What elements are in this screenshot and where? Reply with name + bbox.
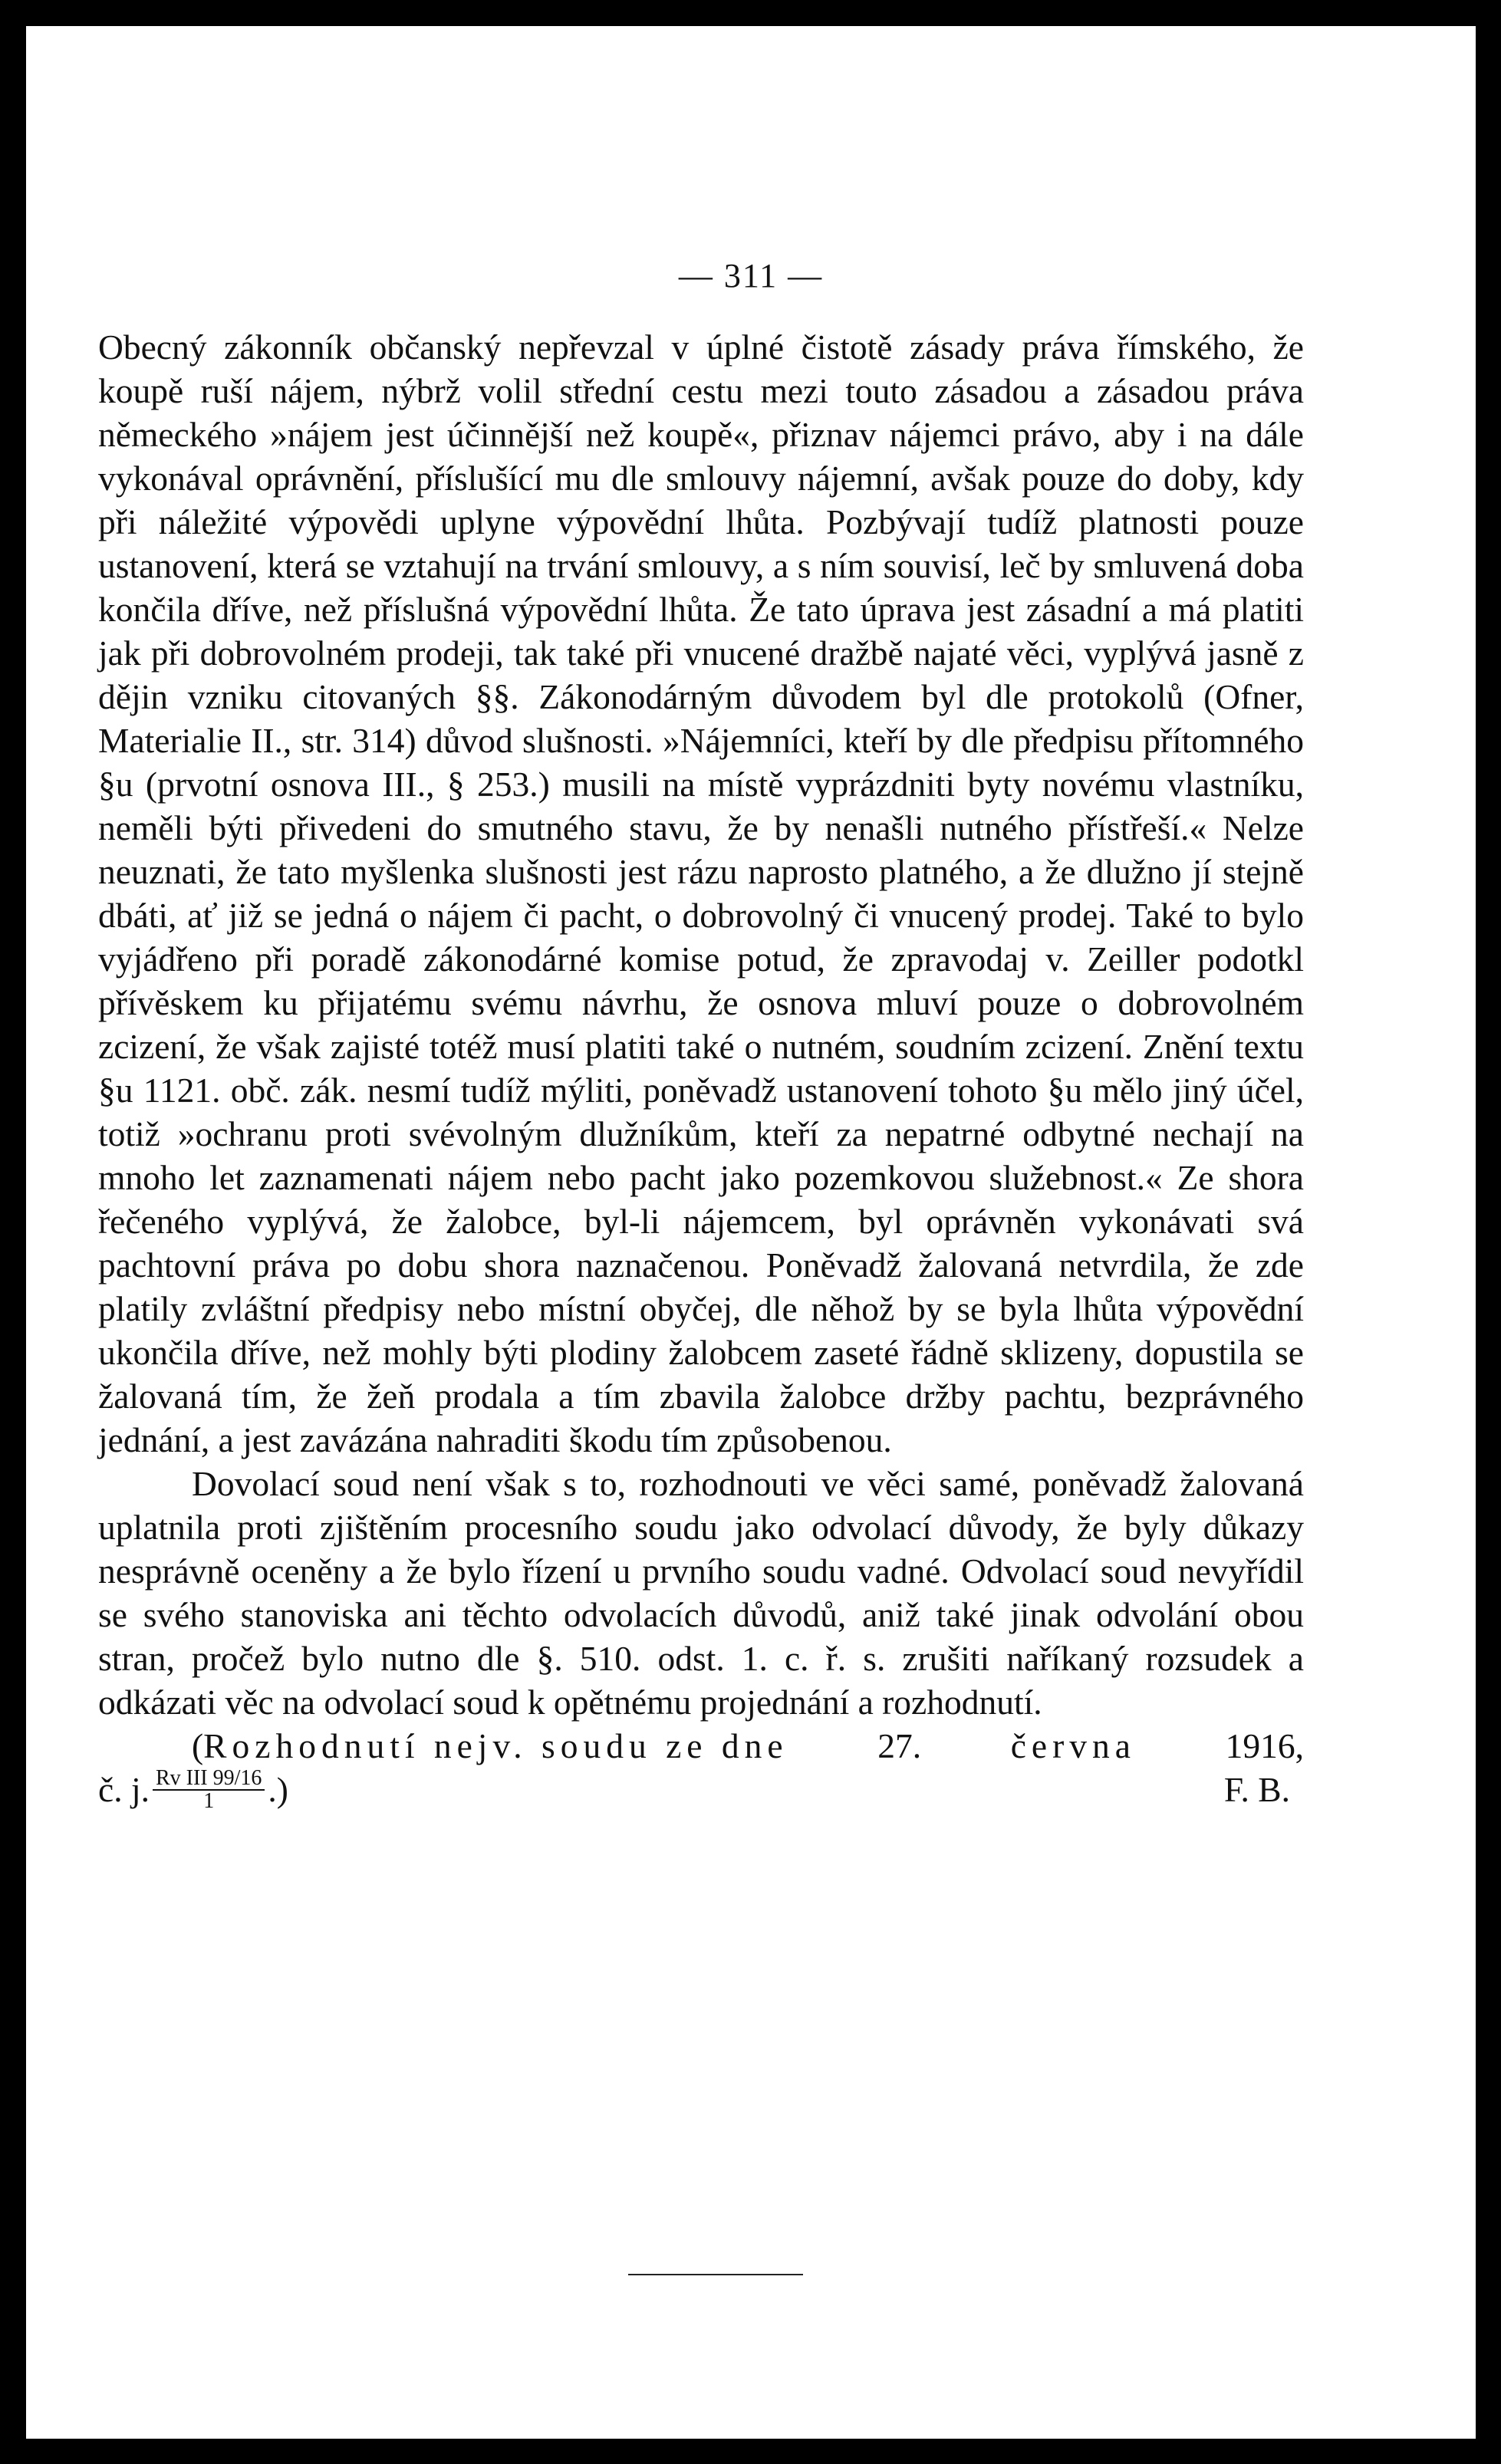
decision-month: června bbox=[1010, 1726, 1136, 1765]
document-page bbox=[26, 26, 1476, 2439]
case-number-prefix: č. j. bbox=[98, 1770, 150, 1809]
citation-row bbox=[98, 1765, 1304, 1813]
decision-title: Rozhodnutí nejv. soudu ze dne bbox=[203, 1726, 788, 1765]
body-text bbox=[98, 325, 1304, 1811]
page-number: — 311 — bbox=[678, 257, 824, 294]
paragraph-2: Dovolací soud není však s to, rozhodnouti ve věci samé, poněvadž žalovaná uplatnila proti zjištěním procesního soudu jako odvolací důvody, že byly důkazy nesprávně oceněny a že bylo řízení u prvního soudu vadné. Odvolací soud nevyřídil se svého stanoviska ani těchto odvolacích důvodů, aniž také jinak odvolání obou stran, pročež bylo nutno dle §. 510. odst. 1. c. ř. s. zrušiti naříkaný rozsudek a odkázati věc na odvolací soud k opětnému projednání a rozhodnutí. bbox=[98, 1464, 1304, 1722]
case-number bbox=[98, 1765, 288, 1813]
fraction-denominator: 1 bbox=[203, 1788, 215, 1813]
fraction-numerator: Rv III 99/16 bbox=[153, 1768, 265, 1791]
case-number-fraction bbox=[153, 1765, 265, 1813]
decision-date-num: 27. bbox=[877, 1726, 922, 1765]
decision-line bbox=[98, 1724, 1304, 1768]
paragraph-1: Obecný zákonník občanský nepřevzal v úplné čistotě zásady práva římského, že koupě ruší nájem, nýbrž volil střední cestu mezi touto zásadou a zásadou práva německého »nájem jest účinnější než koupě«, přiznav nájemci právo, aby i na dále vykonával oprávnění, příslušící mu dle smlouvy nájemní, avšak pouze do doby, kdy při náležité výpovědi uplyne výpovědní lhůta. Pozbývají tudíž platnosti pouze ustanovení, která se vztahují na trvání smlouvy, a s ním souvisí, leč by smluvená doba končila dříve, než příslušná výpovědní lhůta. Že tato úprava jest zásadní a má platiti jak při dobrovolném prodeji, tak také při vnucené dražbě najaté věci, vyplývá jasně z dějin vzniku citovaných §§. Zákonodárným důvodem byl dle protokolů (Ofner, Materialie II., str. 314) důvod slušnosti. »Nájemníci, kteří by dle předpisu přítomného §u (prvotní osnova III., § 253.) musili na místě vyprázdniti byty novému vlastníku, neměli býti přivedeni do smutného stavu, že by nenašli nutného přístřeší.« Nelze neuznati, že tato myšlenka slušnosti jest rázu naprosto platného, a že dlužno jí stejně dbáti, ať již se jedná o nájem či pacht, o dobrovolný či vnucený prodej. Také to bylo vyjádřeno při poradě zákonodárné komise potud, že zpravodaj v. Zeiller podotkl přívěskem ku přijatému svému návrhu, že osnova mluví pouze o dobrovolném zcizení, že však zajisté totéž musí platiti také o nutném, soudním zcizení. Znění textu §u 1121. obč. zák. nesmí tudíž mýliti, poněvadž ustanovení tohoto §u mělo jiný účel, totiž »ochranu proti svévolným dlužníkům, kteří za nepatrné odbytné nechají na mnoho let zaznamenati nájem nebo pacht jako pozemkovou služebnost.« Ze shora řečeného vyplývá, že žalobce, byl-li nájemcem, byl oprávněn vykonávati svá pachtovní práva po dobu shora naznačenou. Poněvadž žalovaná netvrdila, že zde platily zvláštní předpisy nebo místní obyčej, dle něhož by se byla lhůta výpovědní ukončila dříve, než mohly býti plodiny žalobcem zaseté řádně sklizeny, dopustila se žalovaná tím, že žeň prodala a tím zbavila žalobce držby pachtu, bezprávného jednání, a jest zavázána nahraditi škodu tím způsobenou. bbox=[98, 327, 1304, 1459]
closing-rule bbox=[628, 2274, 803, 2275]
case-number-close: .) bbox=[268, 1770, 288, 1809]
decision-open-paren: ( bbox=[192, 1726, 204, 1765]
decision-year: 1916, bbox=[1225, 1726, 1304, 1765]
author-initials: F. B. bbox=[1223, 1770, 1290, 1809]
decision-spaced-phrase bbox=[192, 1724, 788, 1768]
